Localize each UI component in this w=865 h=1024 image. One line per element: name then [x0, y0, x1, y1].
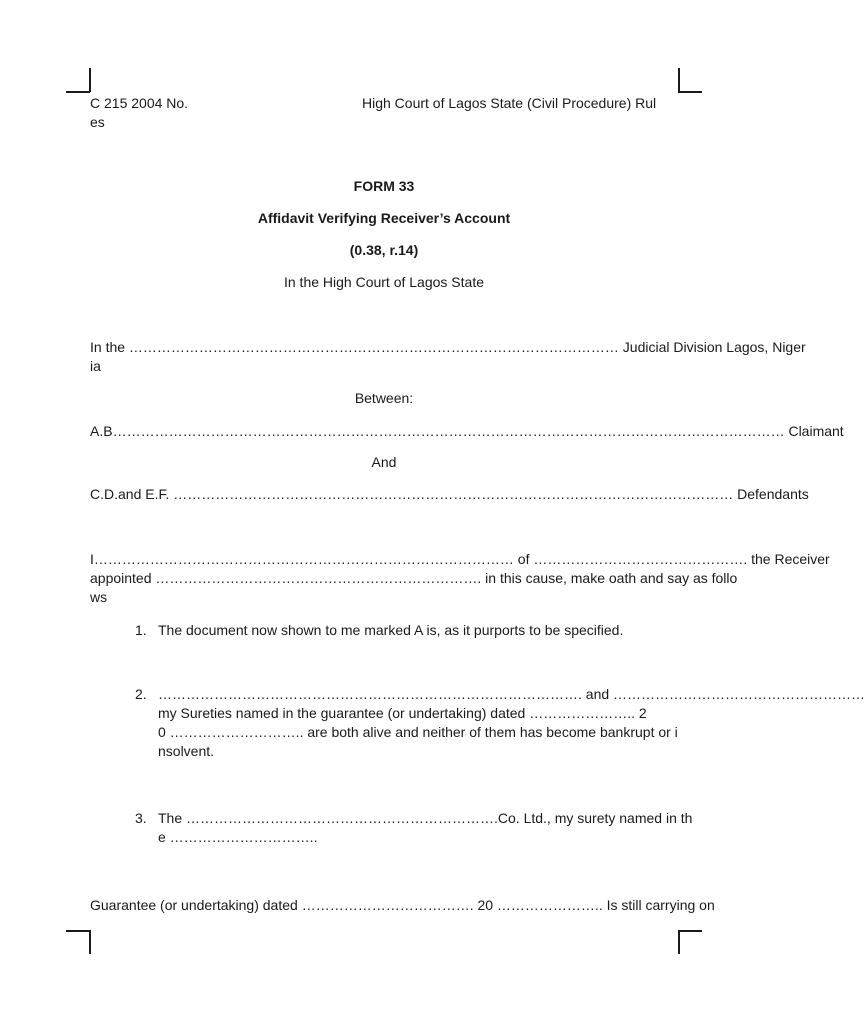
- form-number: FORM 33: [353, 178, 415, 194]
- oath-line-1: I……………………………………………………………………………… of ………………………………………. the Receiver: [90, 551, 830, 567]
- claimant-line: A.B……………………………………………………………………………………………………………………………… Claimant: [90, 423, 844, 439]
- item-3-number: 3.: [135, 810, 147, 826]
- division-line-continued: ia: [90, 358, 101, 374]
- running-header-left: C 215 2004 No.: [90, 95, 189, 111]
- crop-mark-top-right-vertical: [678, 68, 680, 92]
- crop-mark-bottom-left-horizontal: [66, 930, 90, 932]
- item-2-line-4: nsolvent.: [158, 743, 215, 759]
- running-header-right: High Court of Lagos State (Civil Procedure) Rul: [362, 95, 657, 111]
- oath-line-2: appointed ……………………………………………………………. in this cause, make oath and say as follo: [90, 570, 738, 586]
- running-header-left-continued: es: [90, 114, 105, 130]
- court-name: In the High Court of Lagos State: [283, 274, 484, 290]
- item-2-line-1: ………………………………………………………………………………. and ………………………………………………: [158, 686, 865, 702]
- between-label: Between:: [354, 390, 414, 406]
- crop-mark-top-left-horizontal: [66, 91, 90, 93]
- item-1-number: 1.: [135, 622, 147, 638]
- item-3-line-2: e …………………………..: [158, 829, 318, 845]
- oath-line-3: ws: [90, 589, 108, 605]
- item-2-line-2: my Sureties named in the guarantee (or undertaking) dated ………………….. 2: [158, 705, 647, 721]
- form-rule-reference: (0.38, r.14): [349, 242, 419, 258]
- guarantee-line: Guarantee (or undertaking) dated ………………………………. 20 ………………….. Is still carrying on: [90, 897, 715, 913]
- crop-mark-bottom-left-vertical: [89, 930, 91, 954]
- crop-mark-bottom-right-vertical: [678, 930, 680, 954]
- crop-mark-top-left-vertical: [89, 68, 91, 92]
- crop-mark-top-right-horizontal: [678, 91, 702, 93]
- crop-mark-bottom-right-horizontal: [678, 930, 702, 932]
- defendants-line: C.D.and E.F. ………………………………………………………………………………………………………… Defendants: [90, 486, 809, 502]
- item-1-text: The document now shown to me marked A is, as it purports to be specified.: [158, 622, 624, 638]
- item-3-line-1: The ………………………………………………………….Co. Ltd., my surety named in th: [158, 810, 693, 826]
- item-2-number: 2.: [135, 686, 147, 702]
- division-line: In the …………………………………………………………………………………………… Judicial Division Lagos, Niger: [90, 339, 806, 355]
- form-title: Affidavit Verifying Receiver’s Account: [257, 210, 511, 226]
- and-label: And: [371, 454, 397, 470]
- item-2-line-3: 0 ……………………….. are both alive and neither of them has become bankrupt or i: [158, 724, 678, 740]
